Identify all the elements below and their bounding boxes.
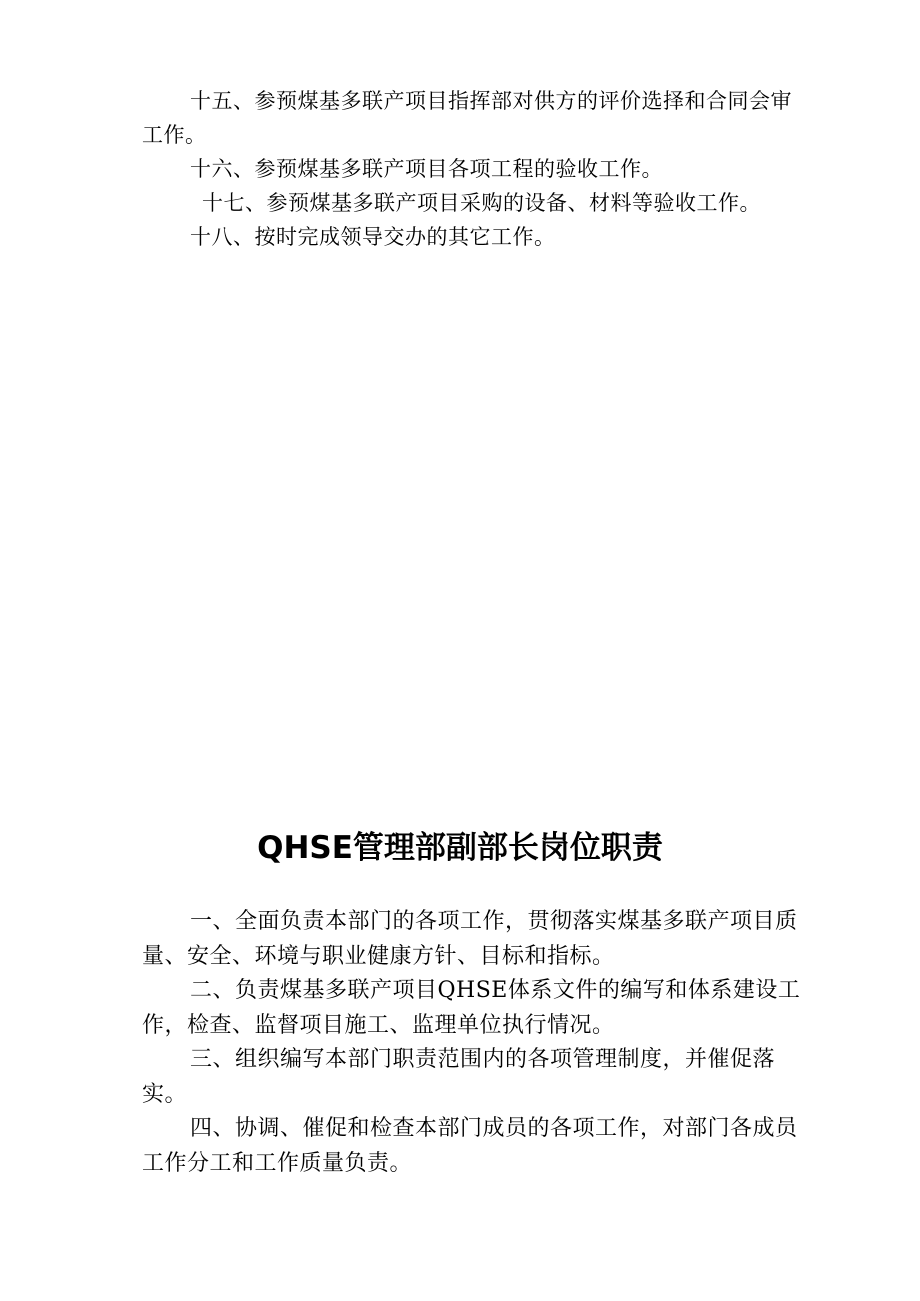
duty-item-17: 十七、参预煤基多联产项目采购的设备、材料等验收工作。	[202, 191, 761, 215]
duty-item-15: 十五、参预煤基多联产项目指挥部对供方的评价选择和合同会审工作。	[142, 89, 792, 147]
page-title: QHSE管理部副部长岗位职责	[257, 830, 663, 866]
duty-item-4: 四、协调、催促和检查本部门成员的各项工作，对部门各成员工作分工和工作质量负责。	[142, 1116, 798, 1176]
duty-item-16: 十六、参预煤基多联产项目各项工程的验收工作。	[190, 157, 663, 181]
deputy-duties-list	[142, 905, 810, 1181]
duty-item-1: 一、全面负责本部门的各项工作，贯彻落实煤基多联产项目质量、安全、环境与职业健康方针、目标和指标。	[142, 909, 798, 969]
duty-item-3: 三、组织编写本部门职责范围内的各项管理制度，并催促落实。	[142, 1047, 776, 1107]
duty-item-2: 二、负责煤基多联产项目QHSE体系文件的编写和体系建设工作，检查、监督项目施工、监理单位执行情况。	[142, 978, 801, 1038]
duty-item-18: 十八、按时完成领导交办的其它工作。	[190, 225, 556, 249]
continued-duties-list	[142, 84, 810, 254]
